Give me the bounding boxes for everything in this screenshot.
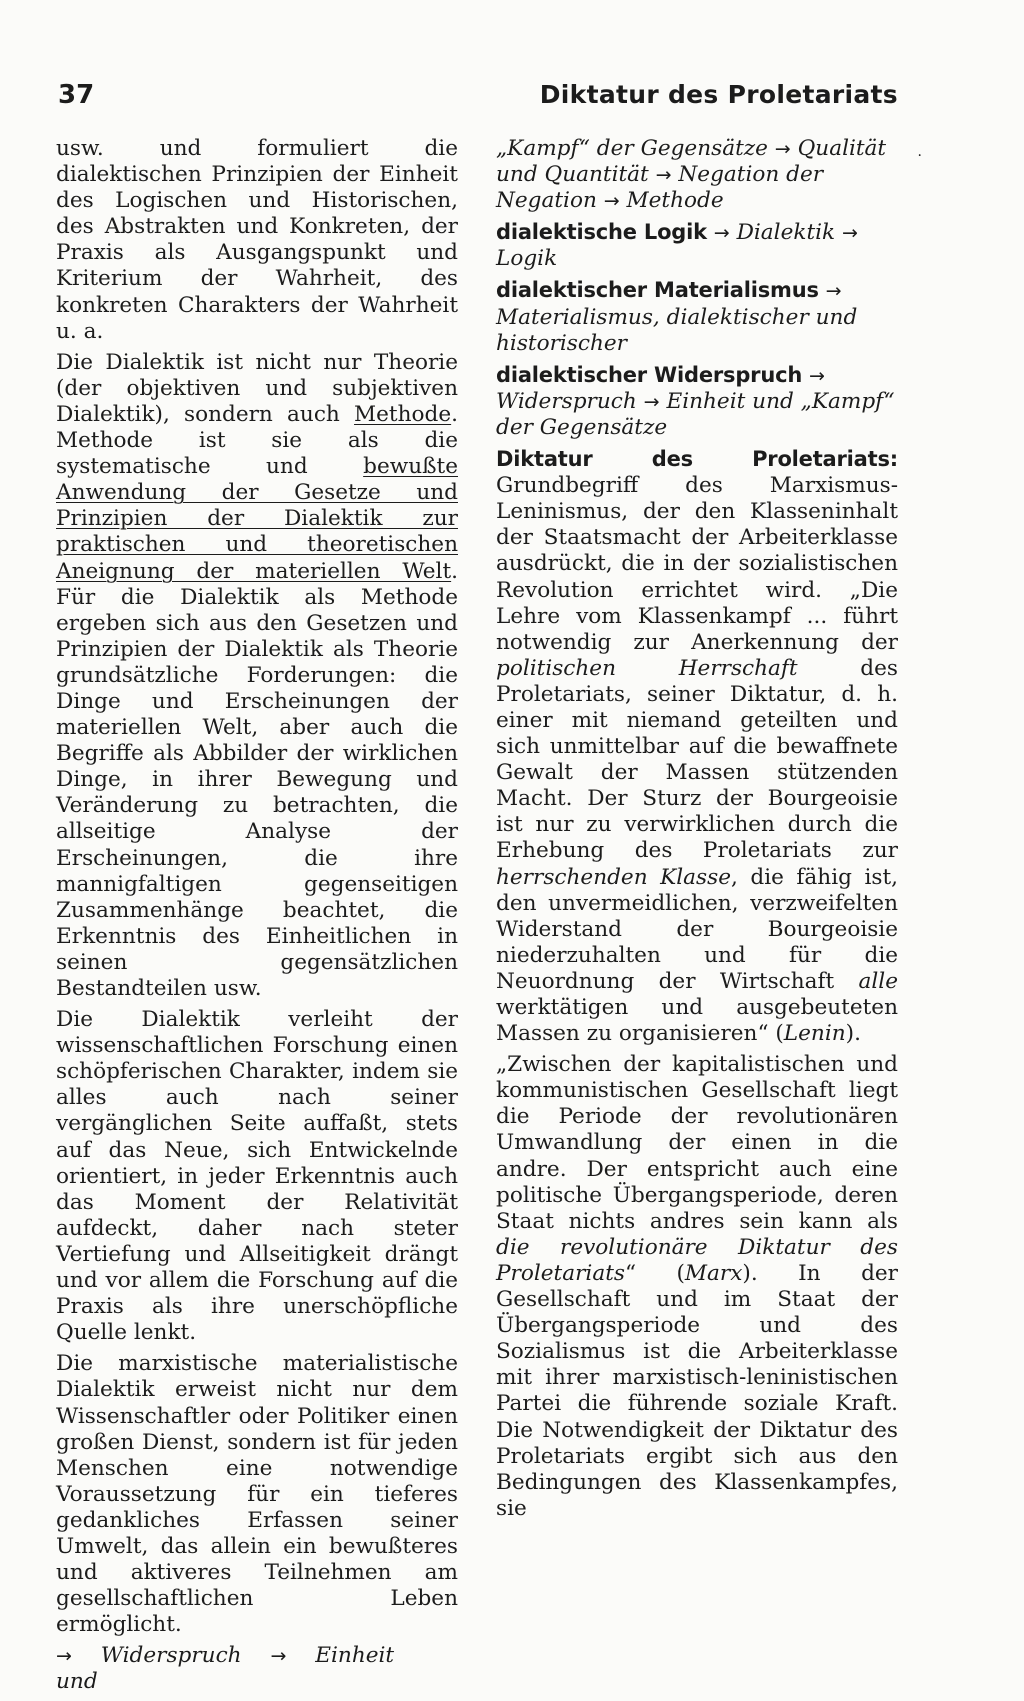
arrow-icon: →: [655, 164, 672, 187]
arrow-icon: →: [56, 1645, 72, 1668]
arrow-icon: →: [808, 364, 825, 387]
arrow-icon: →: [713, 222, 730, 245]
underlined-term: Methode: [354, 401, 452, 427]
paragraph: Die Dialektik ist nicht nur Theorie (der objektiven und subjektiven Dialektik), sondern auch Methode. Methode ist sie als die systematische und bewußte Anwendung der Gesetze und Prinzipien der Dialektik zur praktischen und theoretischen Aneignung der materiellen Welt. Für die Dialektik als Methode ergeben sich aus den Gesetzen und Prinzipien der Dialektik als Theorie grundsätzliche Forderungen: die Dinge und Erscheinungen der materiellen Welt, aber auch die Begriffe als Abbilder der wirklichen Dinge, in ihrer Bewegung und Veränderung zu betrachten, die allseitige Analyse der Erscheinungen, die ihre mannigfaltigen gegenseitigen Zusammenhänge beachtet, die Erkenntnis des Einheitlichen in seinen gegensätzlichen Bestandteilen usw.: [56, 349, 458, 1001]
paragraph: usw. und formuliert die dialektischen Prinzipien der Einheit des Logischen und Historischen, des Abstrakten und Konkreten, der Praxis als Ausgangspunkt und Kriterium der Wahrheit, des konkreten Charakters der Wahrheit u. a.: [56, 136, 458, 344]
xref-link: Einheit und: [56, 1643, 395, 1695]
headword: dialektische Logik: [496, 220, 707, 245]
entry-diktatur-des-proletariats: Diktatur des Proletariats: Grundbegriff des Marxismus-Leninismus, der den Klasseninhalt der Staatsmacht der Arbeiterklasse ausdrückt, die in der sozialistischen Revolution errichtet wird. „Die Lehre vom Klassenkampf ... führt notwendig zur Anerkennung der politischen Herrschaft des Proletariats, seiner Diktatur, d. h. einer mit niemand geteilten und sich unmittelbar auf die bewaffnete Gewalt der Massen stützenden Macht. Der Sturz der Bourgeoisie ist nur zu verwirklichen durch die Erhebung des Proletariats zur herrschenden Klasse, die fähig ist, den unvermeidlichen, verzweifelten Widerstand der Bourgeoisie niederzuhalten und für die Neuordnung der Wirtschaft alle werktätigen und ausgebeuteten Massen zu organisieren“ (Lenin).: [496, 447, 898, 1047]
arrow-icon: →: [643, 390, 660, 413]
arrow-icon: →: [842, 222, 858, 245]
entry-dialektischer-materialismus: dialektischer Materialismus → Materialismus, dialektischer und historischer: [496, 278, 858, 356]
right-column: [496, 136, 898, 1527]
paragraph: „Zwischen der kapitalistischen und kommunistischen Gesellschaft liegt die Periode der revolutionären Umwandlung der einen in die andre. Der entspricht auch eine politische Übergangsperiode, deren Staat nichts andres sein kann als die revolutionäre Diktatur des Proletariats“ (Marx). In der Gesellschaft und im Staat der Übergangsperiode und des Sozialismus ist die Arbeiterklasse mit ihrer marxistisch-leninistischen Partei die führende soziale Kraft. Die Notwendigkeit der Diktatur des Proletariats ergibt sich aus den Bedingungen des Klassenkampfes, sie: [496, 1052, 898, 1521]
cross-reference: [56, 1643, 458, 1695]
page-header: [58, 80, 898, 120]
underlined-phrase: bewußte Anwendung der Gesetze und Prinzipien der Dialektik zur praktischen und theoretischen Aneignung der materiellen Welt: [56, 454, 458, 584]
headword: dialektischer Materialismus: [496, 278, 819, 303]
running-title: Diktatur des Proletariats: [539, 80, 898, 109]
headword: Diktatur des Proletariats:: [496, 447, 898, 472]
paragraph: Die marxistische materialistische Dialektik erweist nicht nur dem Wissenschaftler oder Politiker einen großen Dienst, sondern ist für jeden Menschen eine notwendige Voraussetzung für ein tieferes gedankliches Erfassen seiner Umwelt, das allein ein bewußteres und aktiveres Teilnehmen am gesellschaftlichen Leben ermöglicht.: [56, 1351, 458, 1638]
continued-cross-reference: „Kampf“ der Gegensätze → Qualität und Quantität → Negation der Negation → Methode: [496, 136, 887, 214]
entry-dialektischer-widerspruch: dialektischer Widerspruch → Widerspruch → Einheit und „Kampf“ der Gegensätze: [496, 362, 895, 440]
page-number: 37: [58, 80, 95, 110]
margin-mark: ·: [917, 148, 922, 164]
xref-link: Widerspruch: [100, 1643, 242, 1669]
left-column: [56, 136, 458, 1701]
arrow-icon: →: [825, 280, 842, 303]
arrow-icon: →: [774, 138, 791, 160]
headword: dialektischer Widerspruch: [496, 362, 803, 387]
paragraph: Die Dialektik verleiht der wissenschaftlichen Forschung einen schöpferischen Charakter, indem sie alles auch nach seiner vergänglichen Seite auffaßt, stets auf das Neue, sich Entwickelnde orientiert, in jeder Erkenntnis auch das Moment der Relativität aufdeckt, daher nach steter Vertiefung und Allseitigkeit drängt und vor allem die Forschung auf die Praxis als ihre unerschöpfliche Quelle lenkt.: [56, 1007, 458, 1346]
arrow-icon: →: [603, 190, 620, 213]
entry-dialektische-logik: dialektische Logik → Dialektik → Logik: [496, 220, 858, 272]
arrow-icon: →: [270, 1645, 287, 1668]
